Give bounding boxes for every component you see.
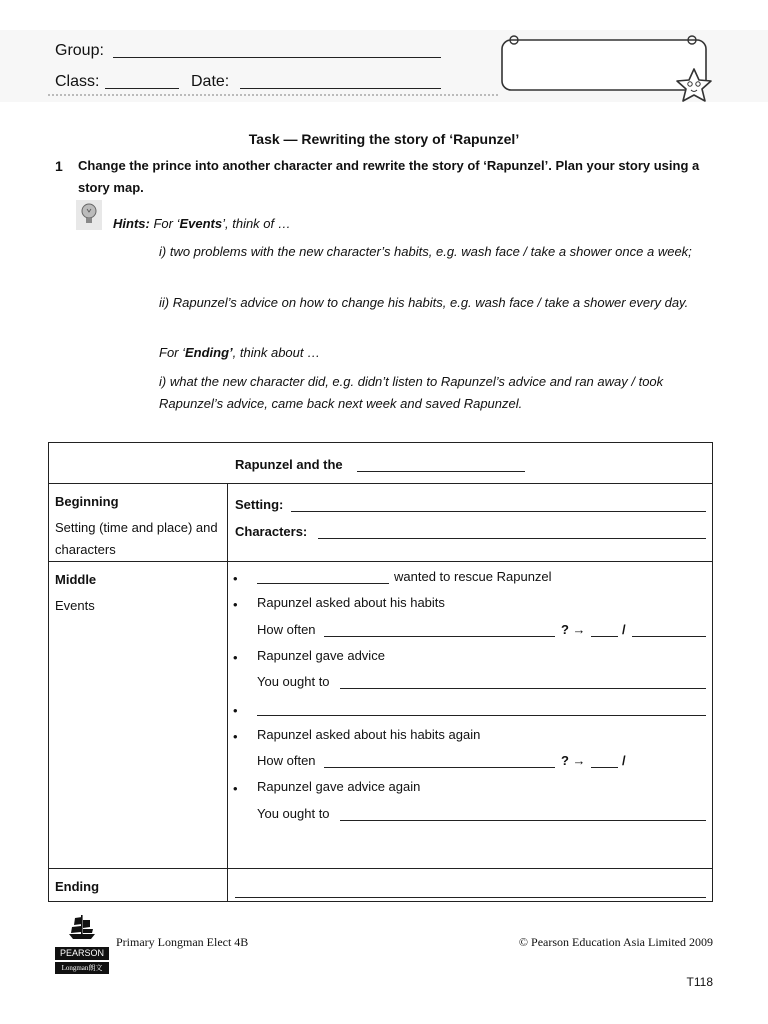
setting-field[interactable] (291, 511, 706, 512)
ending-word: Ending’ (185, 345, 233, 360)
longman-wordmark: Longman朗文 (55, 962, 109, 974)
how-often-field[interactable] (324, 636, 555, 637)
copyright: © Pearson Education Asia Limited 2009 (518, 935, 713, 949)
class-label: Class: (55, 73, 100, 90)
ending-field[interactable] (235, 897, 706, 898)
pearson-wordmark: PEARSON (55, 947, 109, 960)
gave-advice-text: Rapunzel gave advice (257, 648, 385, 663)
middle-cell (49, 562, 228, 869)
ending-pre: For ‘ (159, 345, 185, 360)
hint-item-1: i) two problems with the new character’s habits, e.g. wash face / take a shower once a week; (159, 244, 692, 259)
characters-label: Characters: (235, 524, 308, 539)
ending-cell (49, 869, 228, 902)
date-field[interactable] (240, 88, 441, 89)
asked-habits-text: Rapunzel asked about his habits (257, 595, 445, 610)
how-often-label: How often (257, 753, 316, 768)
bullet: • (233, 571, 238, 586)
task-title: Task — Rewriting the story of ‘Rapunzel’ (248, 131, 520, 147)
frequency-field-2[interactable] (632, 636, 706, 637)
hint-item-2: ii) Rapunzel’s advice on how to change his habits, e.g. wash face / take a shower every day. (159, 295, 689, 310)
events-post: ’, think of … (222, 216, 291, 231)
event-blank-field[interactable] (257, 715, 706, 716)
slash: / (622, 753, 626, 768)
how-often-field-2[interactable] (324, 767, 555, 768)
ought-to-label: You ought to (257, 674, 330, 689)
story-map-table (48, 442, 713, 902)
page-code: T118 (686, 975, 713, 989)
book-title: Primary Longman Elect 4B (116, 935, 249, 949)
title-blank[interactable] (357, 471, 525, 472)
beginning-heading: Beginning (55, 494, 119, 509)
hint-item-3: i) what the new character did, e.g. didn’t listen to Rapunzel’s advice and ran away / took Rapunzel’s advice, came back next week and saved Rapunzel. (159, 374, 664, 411)
name-tag-sign (496, 30, 721, 110)
question-arrow: ? → (561, 622, 586, 637)
asked-again-text: Rapunzel asked about his habits again (257, 727, 481, 742)
advice-again-text: Rapunzel gave advice again (257, 779, 421, 794)
beginning-cell (49, 484, 228, 562)
wanted-text: wanted to rescue Rapunzel (394, 569, 552, 584)
group-field[interactable] (113, 57, 441, 58)
advice-field[interactable] (340, 688, 706, 689)
slash: / (622, 622, 626, 637)
bullet: • (233, 703, 238, 718)
bullet: • (233, 781, 238, 796)
frequency-field-1[interactable] (591, 636, 618, 637)
middle-answer-cell (228, 562, 713, 869)
setting-label: Setting: (235, 497, 284, 512)
ending-heading: Ending (55, 879, 100, 894)
lightbulb-icon (76, 200, 102, 230)
bullet: • (233, 597, 238, 612)
characters-field[interactable] (318, 538, 706, 539)
beginning-desc: Setting (time and place) and characters (55, 520, 218, 557)
pearson-logo (55, 912, 109, 974)
story-map-title: Rapunzel and the (235, 457, 343, 472)
how-often-label: How often (257, 622, 316, 637)
hints-events-line (113, 213, 291, 235)
hints-word: Hints: (113, 216, 150, 231)
advice-field-2[interactable] (340, 820, 706, 821)
events-word: Events (179, 216, 223, 231)
bullet: • (233, 650, 238, 665)
question-arrow: ? → (561, 753, 586, 768)
ending-post: , think about … (232, 345, 321, 360)
story-map-title-cell (49, 443, 713, 484)
middle-desc: Events (55, 598, 95, 613)
character-blank[interactable] (257, 583, 389, 584)
header-divider (48, 94, 498, 96)
events-pre: For ‘ (149, 216, 180, 231)
middle-heading: Middle (55, 572, 97, 587)
ship-logo-icon (55, 912, 109, 940)
question-number: 1 (55, 158, 63, 174)
ought-to-label: You ought to (257, 806, 330, 821)
frequency-field-3[interactable] (591, 767, 618, 768)
group-label: Group: (55, 42, 104, 59)
hints-ending-line (159, 342, 320, 364)
question-instruction: Change the prince into another character and rewrite the story of ‘Rapunzel’. Plan your story using a story map. (78, 158, 700, 195)
bullet: • (233, 729, 238, 744)
beginning-answer-cell (228, 484, 713, 562)
class-field[interactable] (105, 88, 179, 89)
ending-answer-cell (228, 869, 713, 902)
date-label: Date: (191, 73, 230, 90)
